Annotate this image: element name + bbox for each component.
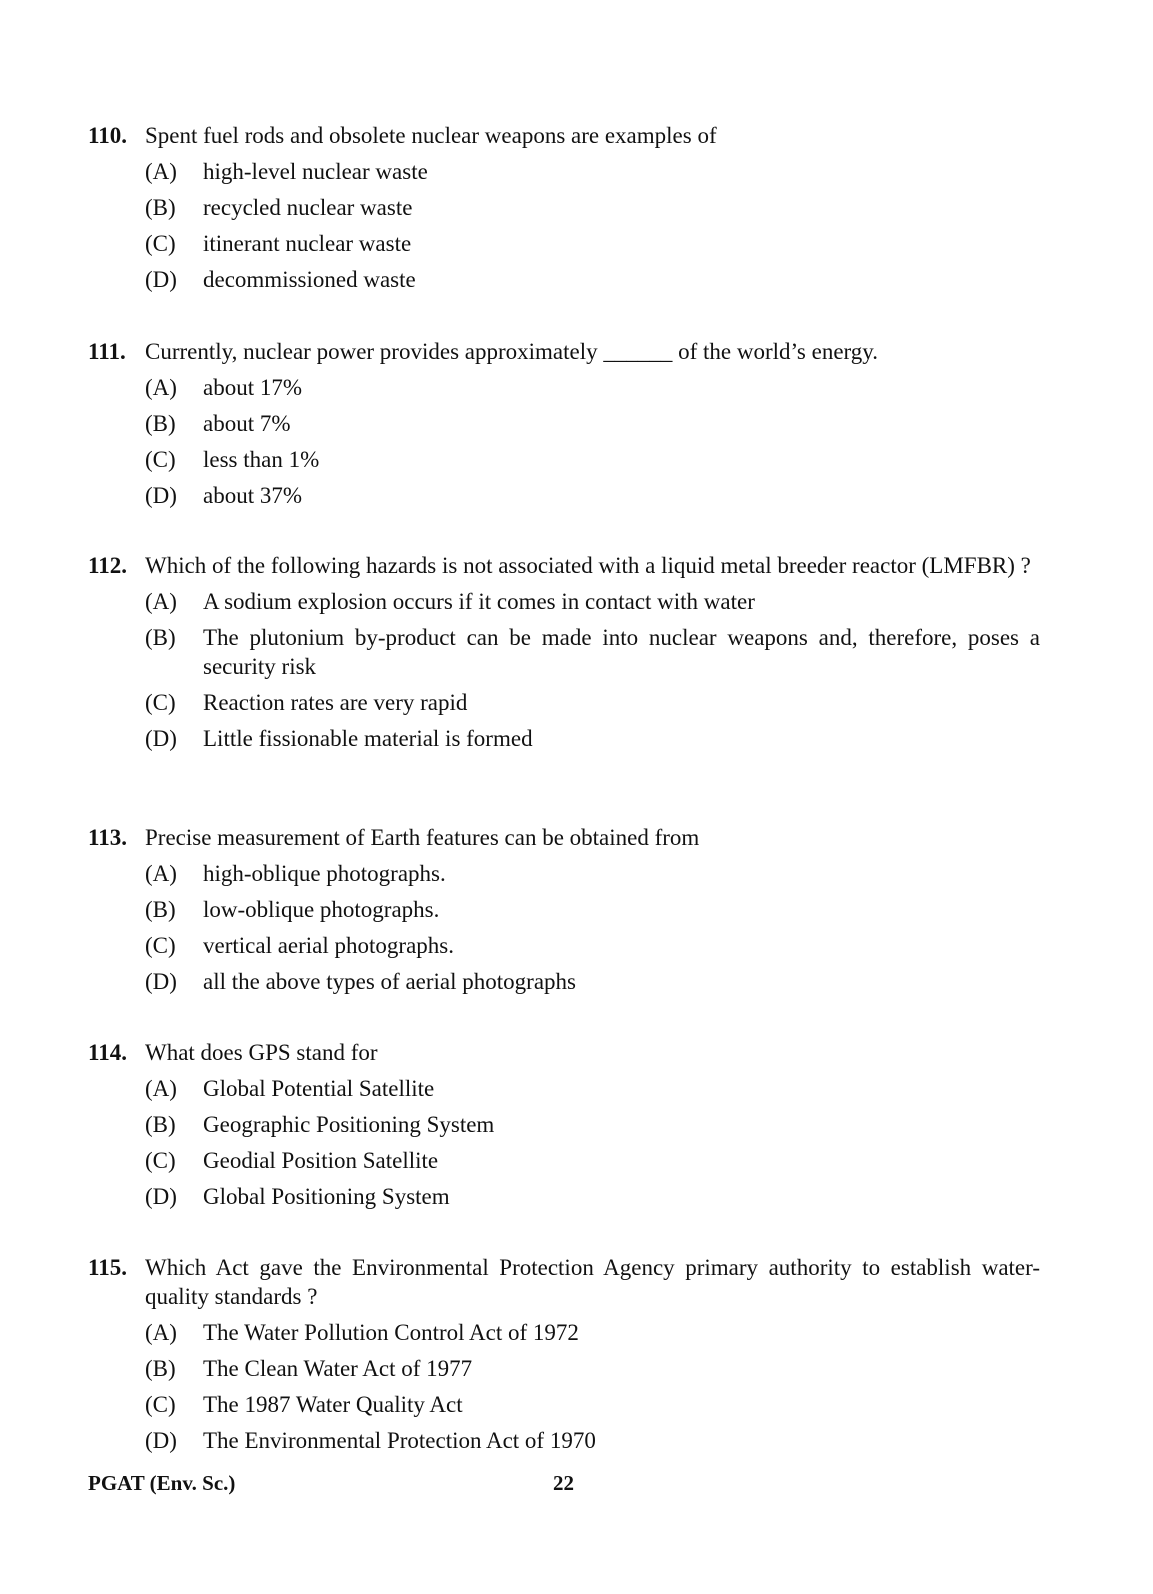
option-d <box>88 1182 1040 1211</box>
option-text: The 1987 Water Quality Act <box>203 1392 463 1417</box>
option-text: all the above types of aerial photographs <box>203 969 576 994</box>
option-text: decommissioned waste <box>203 267 416 292</box>
question-114 <box>88 1038 1040 1218</box>
option-letter: (A) <box>145 589 177 614</box>
option-b <box>88 1110 1040 1139</box>
options-list <box>88 373 1040 510</box>
question-111 <box>88 337 1040 517</box>
options-list <box>88 859 1040 996</box>
option-text: high-level nuclear waste <box>203 159 428 184</box>
option-a <box>88 157 1040 186</box>
options-list <box>88 157 1040 294</box>
option-letter: (B) <box>145 1356 176 1381</box>
option-letter: (C) <box>145 1392 176 1417</box>
option-text: The plutonium by-product can be made into nuclear weapons and, therefore, poses a security risk <box>203 625 1040 679</box>
question-number: 113. <box>88 825 127 850</box>
option-letter: (C) <box>145 447 176 472</box>
option-d <box>88 967 1040 996</box>
option-c <box>88 229 1040 258</box>
option-text: Geographic Positioning System <box>203 1112 495 1137</box>
option-letter: (D) <box>145 483 177 508</box>
option-text: The Water Pollution Control Act of 1972 <box>203 1320 579 1345</box>
option-text: recycled nuclear waste <box>203 195 413 220</box>
question-number: 115. <box>88 1255 127 1280</box>
question-text: Which of the following hazards is not associated with a liquid metal breeder reactor (LMFBR) ? <box>145 553 1031 578</box>
option-letter: (C) <box>145 1148 176 1173</box>
option-b <box>88 623 1040 681</box>
question-stem <box>88 337 1040 366</box>
option-letter: (B) <box>145 411 176 436</box>
question-text: What does GPS stand for <box>145 1040 378 1065</box>
option-text: vertical aerial photographs. <box>203 933 454 958</box>
option-letter: (C) <box>145 933 176 958</box>
question-stem <box>88 1038 1040 1067</box>
option-letter: (A) <box>145 159 177 184</box>
option-d <box>88 265 1040 294</box>
options-list <box>88 1074 1040 1211</box>
option-letter: (C) <box>145 231 176 256</box>
question-text: Which Act gave the Environmental Protection Agency primary authority to establish water-quality standards ? <box>145 1255 1040 1309</box>
option-letter: (A) <box>145 1076 177 1101</box>
option-letter: (D) <box>145 1184 177 1209</box>
option-text: Global Positioning System <box>203 1184 450 1209</box>
footer-exam-code: PGAT (Env. Sc.) <box>88 1471 236 1495</box>
question-112 <box>88 551 1040 760</box>
option-text: itinerant nuclear waste <box>203 231 412 256</box>
option-c <box>88 1146 1040 1175</box>
options-list <box>88 1318 1040 1455</box>
option-b <box>88 1354 1040 1383</box>
option-text: about 17% <box>203 375 303 400</box>
question-number: 110. <box>88 123 127 148</box>
option-letter: (B) <box>145 195 176 220</box>
option-letter: (B) <box>145 1112 176 1137</box>
option-letter: (D) <box>145 969 177 994</box>
question-stem <box>88 551 1040 580</box>
option-text: Geodial Position Satellite <box>203 1148 439 1173</box>
question-113 <box>88 823 1040 1003</box>
option-d <box>88 724 1040 753</box>
option-letter: (A) <box>145 1320 177 1345</box>
options-list <box>88 587 1040 753</box>
question-110 <box>88 121 1040 301</box>
option-c <box>88 688 1040 717</box>
option-text: low-oblique photographs. <box>203 897 440 922</box>
option-letter: (A) <box>145 861 177 886</box>
option-b <box>88 409 1040 438</box>
option-a <box>88 373 1040 402</box>
option-letter: (B) <box>145 625 176 650</box>
question-stem <box>88 823 1040 852</box>
option-b <box>88 193 1040 222</box>
option-text: high-oblique photographs. <box>203 861 446 886</box>
option-text: Reaction rates are very rapid <box>203 690 468 715</box>
option-a <box>88 1318 1040 1347</box>
option-letter: (D) <box>145 267 177 292</box>
question-stem <box>88 121 1040 150</box>
option-d <box>88 481 1040 510</box>
option-c <box>88 1390 1040 1419</box>
option-letter: (D) <box>145 726 177 751</box>
question-115 <box>88 1253 1040 1462</box>
option-a <box>88 1074 1040 1103</box>
option-letter: (A) <box>145 375 177 400</box>
option-a <box>88 587 1040 616</box>
option-text: Global Potential Satellite <box>203 1076 435 1101</box>
question-number: 112. <box>88 553 127 578</box>
option-letter: (D) <box>145 1428 177 1453</box>
question-stem <box>88 1253 1040 1311</box>
option-text: A sodium explosion occurs if it comes in contact with water <box>203 589 755 614</box>
option-text: less than 1% <box>203 447 320 472</box>
option-d <box>88 1426 1040 1455</box>
question-number: 111. <box>88 339 126 364</box>
option-text: about 7% <box>203 411 291 436</box>
question-text: Precise measurement of Earth features can be obtained from <box>145 825 700 850</box>
option-letter: (C) <box>145 690 176 715</box>
option-letter: (B) <box>145 897 176 922</box>
option-text: about 37% <box>203 483 303 508</box>
question-number: 114. <box>88 1040 127 1065</box>
question-text: Currently, nuclear power provides approximately ______ of the world’s energy. <box>145 339 879 364</box>
option-text: The Clean Water Act of 1977 <box>203 1356 473 1381</box>
option-c <box>88 931 1040 960</box>
option-text: Little fissionable material is formed <box>203 726 533 751</box>
option-c <box>88 445 1040 474</box>
option-text: The Environmental Protection Act of 1970 <box>203 1428 596 1453</box>
option-b <box>88 895 1040 924</box>
option-a <box>88 859 1040 888</box>
footer-page-number: 22 <box>553 1471 574 1495</box>
question-text: Spent fuel rods and obsolete nuclear weapons are examples of <box>145 123 717 148</box>
